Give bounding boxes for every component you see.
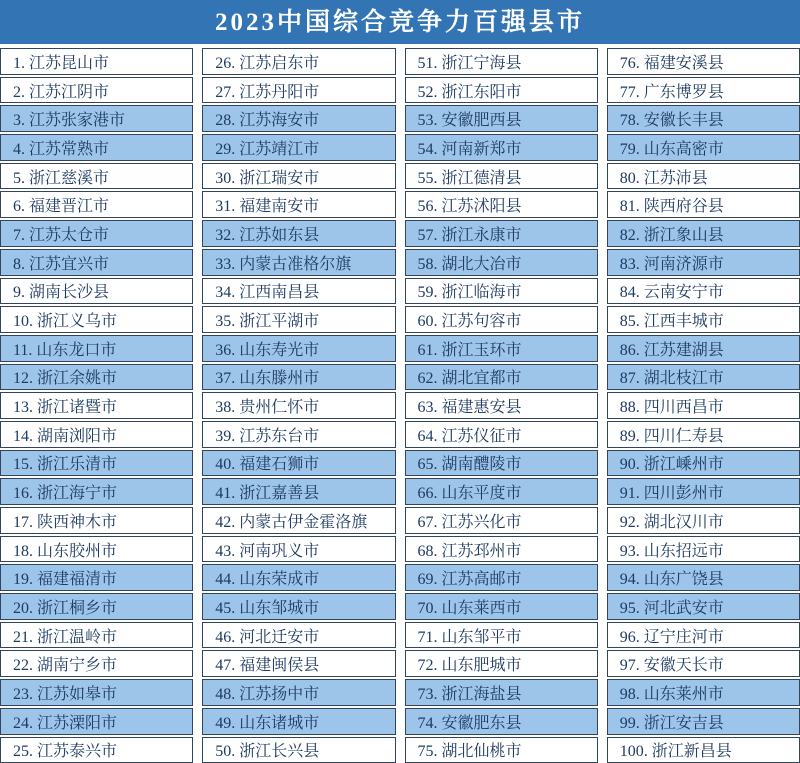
list-item: 12. 浙江余姚市: [0, 364, 193, 391]
list-item: 61. 浙江玉环市: [405, 335, 598, 362]
list-item: 88. 四川西昌市: [607, 392, 800, 419]
list-item: 75. 湖北仙桃市: [405, 737, 598, 763]
list-item: 73. 浙江海盐县: [405, 679, 598, 706]
list-item: 89. 四川仁寿县: [607, 421, 800, 448]
list-item: 41. 浙江嘉善县: [202, 478, 395, 505]
list-item: 30. 浙江瑞安市: [202, 163, 395, 190]
list-item: 66. 山东平度市: [405, 478, 598, 505]
list-item: 95. 河北武安市: [607, 593, 800, 620]
list-item: 86. 江苏建湖县: [607, 335, 800, 362]
list-item: 72. 山东肥城市: [405, 650, 598, 677]
list-item: 69. 江苏高邮市: [405, 564, 598, 591]
list-item: 67. 江苏兴化市: [405, 507, 598, 534]
ranking-column: [607, 48, 800, 763]
list-item: 98. 山东莱州市: [607, 679, 800, 706]
list-item: 80. 江苏沛县: [607, 163, 800, 190]
list-item: 42. 内蒙古伊金霍洛旗: [202, 507, 395, 534]
list-item: 33. 内蒙古准格尔旗: [202, 249, 395, 276]
ranking-grid: [0, 48, 800, 763]
list-item: 70. 山东莱西市: [405, 593, 598, 620]
list-item: 2. 江苏江阴市: [0, 77, 193, 104]
list-item: 6. 福建晋江市: [0, 191, 193, 218]
list-item: 57. 浙江永康市: [405, 220, 598, 247]
list-item: 25. 江苏泰兴市: [0, 737, 193, 763]
list-item: 82. 浙江象山县: [607, 220, 800, 247]
list-item: 92. 湖北汉川市: [607, 507, 800, 534]
list-item: 81. 陕西府谷县: [607, 191, 800, 218]
list-item: 99. 浙江安吉县: [607, 708, 800, 735]
list-item: 13. 浙江诸暨市: [0, 392, 193, 419]
list-item: 9. 湖南长沙县: [0, 278, 193, 305]
list-item: 79. 山东高密市: [607, 134, 800, 161]
page-title: 2023中国综合竞争力百强县市: [214, 8, 585, 36]
list-item: 8. 江苏宜兴市: [0, 249, 193, 276]
list-item: 97. 安徽天长市: [607, 650, 800, 677]
list-item: 4. 江苏常熟市: [0, 134, 193, 161]
list-item: 83. 河南济源市: [607, 249, 800, 276]
list-item: 23. 江苏如皋市: [0, 679, 193, 706]
ranking-column: [202, 48, 395, 763]
list-item: 19. 福建福清市: [0, 564, 193, 591]
list-item: 52. 浙江东阳市: [405, 77, 598, 104]
list-item: 50. 浙江长兴县: [202, 737, 395, 763]
list-item: 31. 福建南安市: [202, 191, 395, 218]
list-item: 65. 湖南醴陵市: [405, 450, 598, 477]
list-item: 51. 浙江宁海县: [405, 48, 598, 75]
list-item: 16. 浙江海宁市: [0, 478, 193, 505]
list-item: 22. 湖南宁乡市: [0, 650, 193, 677]
list-item: 71. 山东邹平市: [405, 622, 598, 649]
list-item: 47. 福建闽侯县: [202, 650, 395, 677]
list-item: 14. 湖南浏阳市: [0, 421, 193, 448]
list-item: 11. 山东龙口市: [0, 335, 193, 362]
list-item: 56. 江苏沭阳县: [405, 191, 598, 218]
ranking-column: [405, 48, 598, 763]
list-item: 24. 江苏溧阳市: [0, 708, 193, 735]
list-item: 37. 山东滕州市: [202, 364, 395, 391]
list-item: 87. 湖北枝江市: [607, 364, 800, 391]
list-item: 85. 江西丰城市: [607, 306, 800, 333]
list-item: 43. 河南巩义市: [202, 536, 395, 563]
list-item: 18. 山东胶州市: [0, 536, 193, 563]
list-item: 10. 浙江义乌市: [0, 306, 193, 333]
list-item: 96. 辽宁庄河市: [607, 622, 800, 649]
list-item: 93. 山东招远市: [607, 536, 800, 563]
list-item: 74. 安徽肥东县: [405, 708, 598, 735]
list-item: 60. 江苏句容市: [405, 306, 598, 333]
list-item: 63. 福建惠安县: [405, 392, 598, 419]
list-item: 64. 江苏仪征市: [405, 421, 598, 448]
list-item: 84. 云南安宁市: [607, 278, 800, 305]
ranking-column: [0, 48, 193, 763]
list-item: 100. 浙江新昌县: [607, 737, 800, 763]
list-item: 58. 湖北大冶市: [405, 249, 598, 276]
list-item: 34. 江西南昌县: [202, 278, 395, 305]
list-item: 49. 山东诸城市: [202, 708, 395, 735]
list-item: 1. 江苏昆山市: [0, 48, 193, 75]
list-item: 59. 浙江临海市: [405, 278, 598, 305]
list-item: 27. 江苏丹阳市: [202, 77, 395, 104]
list-item: 38. 贵州仁怀市: [202, 392, 395, 419]
list-item: 76. 福建安溪县: [607, 48, 800, 75]
list-item: 90. 浙江嵊州市: [607, 450, 800, 477]
list-item: 68. 江苏邳州市: [405, 536, 598, 563]
list-item: 28. 江苏海安市: [202, 105, 395, 132]
list-item: 48. 江苏扬中市: [202, 679, 395, 706]
list-item: 39. 江苏东台市: [202, 421, 395, 448]
list-item: 40. 福建石狮市: [202, 450, 395, 477]
list-item: 54. 河南新郑市: [405, 134, 598, 161]
list-item: 7. 江苏太仓市: [0, 220, 193, 247]
list-item: 5. 浙江慈溪市: [0, 163, 193, 190]
list-item: 15. 浙江乐清市: [0, 450, 193, 477]
list-item: 62. 湖北宜都市: [405, 364, 598, 391]
list-item: 77. 广东博罗县: [607, 77, 800, 104]
list-item: 26. 江苏启东市: [202, 48, 395, 75]
list-item: 3. 江苏张家港市: [0, 105, 193, 132]
title-bar: [0, 0, 800, 44]
list-item: 55. 浙江德清县: [405, 163, 598, 190]
list-item: 32. 江苏如东县: [202, 220, 395, 247]
list-item: 29. 江苏靖江市: [202, 134, 395, 161]
list-item: 91. 四川彭州市: [607, 478, 800, 505]
list-item: 35. 浙江平湖市: [202, 306, 395, 333]
list-item: 45. 山东邹城市: [202, 593, 395, 620]
list-item: 36. 山东寿光市: [202, 335, 395, 362]
list-item: 44. 山东荣成市: [202, 564, 395, 591]
list-item: 20. 浙江桐乡市: [0, 593, 193, 620]
list-item: 78. 安徽长丰县: [607, 105, 800, 132]
list-item: 94. 山东广饶县: [607, 564, 800, 591]
list-item: 46. 河北迁安市: [202, 622, 395, 649]
list-item: 53. 安徽肥西县: [405, 105, 598, 132]
list-item: 21. 浙江温岭市: [0, 622, 193, 649]
list-item: 17. 陕西神木市: [0, 507, 193, 534]
